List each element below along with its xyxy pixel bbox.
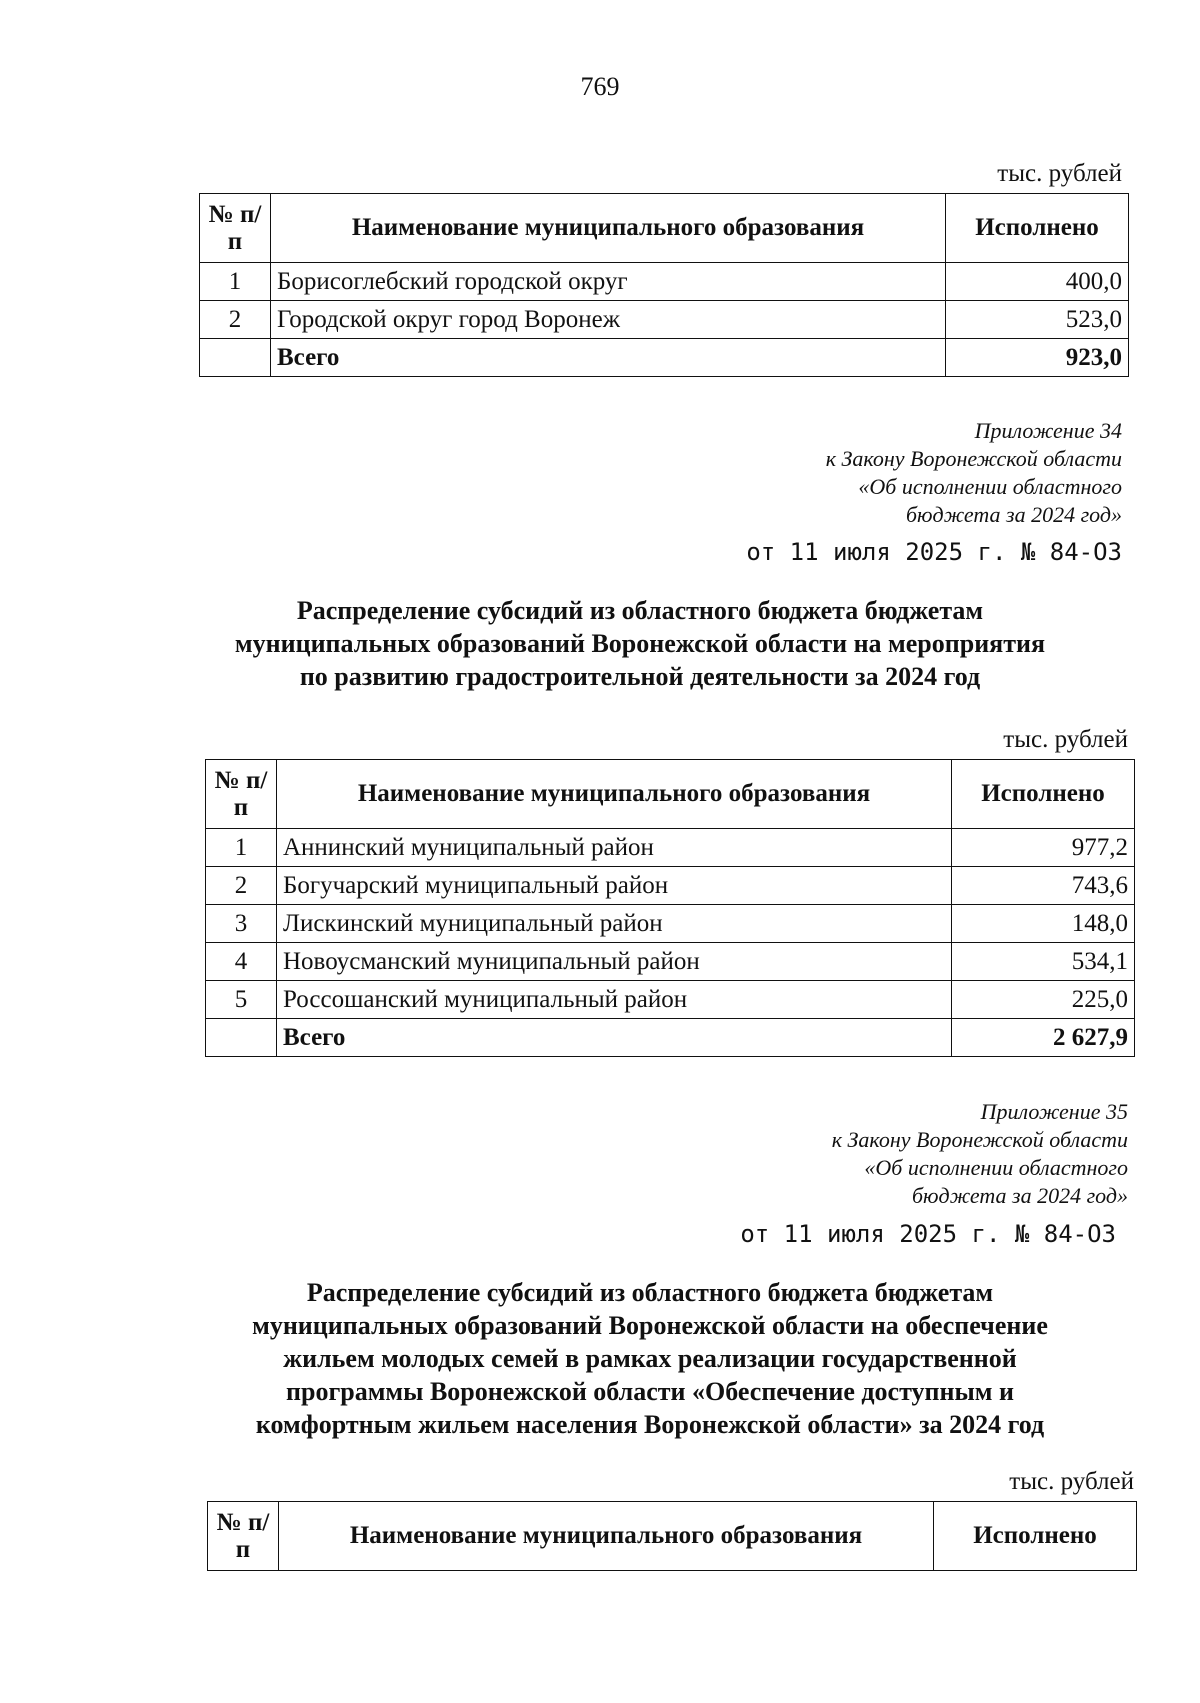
units-label-table-3: тыс. рублей	[1009, 1468, 1134, 1495]
appendix-34-block	[600, 417, 1122, 529]
row-name: Городской округ город Воронеж	[271, 301, 946, 339]
appendix-34-line-1: Приложение 34	[974, 418, 1122, 443]
row-num: 1	[200, 263, 271, 301]
header-name: Наименование муниципального образования	[271, 194, 946, 263]
table-1	[199, 193, 1129, 377]
appendix-34-line-3: «Об исполнении областного	[858, 474, 1122, 499]
heading-3-line-2: муниципальных образований Воронежской области на обеспечение	[252, 1311, 1048, 1340]
table-row	[206, 981, 1135, 1019]
header-name: Наименование муниципального образования	[279, 1502, 934, 1571]
table-total-row	[200, 339, 1129, 377]
table-row	[206, 943, 1135, 981]
heading-2-line-1: Распределение субсидий из областного бюджета бюджетам	[296, 596, 984, 625]
table-header-row	[208, 1502, 1137, 1571]
table-total-row	[206, 1019, 1135, 1057]
row-num	[200, 339, 271, 377]
total-label: Всего	[277, 1019, 952, 1057]
table-header-row	[200, 194, 1129, 263]
row-value: 534,1	[952, 943, 1135, 981]
table-row	[200, 301, 1129, 339]
row-name: Борисоглебский городской округ	[271, 263, 946, 301]
appendix-34-line-4: бюджета за 2024 год»	[905, 502, 1122, 527]
row-value: 743,6	[952, 867, 1135, 905]
heading-3-line-3: жильем молодых семей в рамках реализации государственной	[283, 1344, 1017, 1373]
page-number: 769	[580, 72, 620, 101]
total-value: 2 627,9	[952, 1019, 1135, 1057]
appendix-35-line-2: к Закону Воронежской области	[831, 1127, 1128, 1152]
table-row	[206, 829, 1135, 867]
total-value: 923,0	[946, 339, 1129, 377]
row-num: 1	[206, 829, 277, 867]
header-name: Наименование муниципального образования	[277, 760, 952, 829]
units-label-table-1: тыс. рублей	[997, 160, 1122, 187]
row-name: Аннинский муниципальный район	[277, 829, 952, 867]
heading-3-line-5: комфортным жильем населения Воронежской области» за 2024 год	[255, 1410, 1045, 1439]
table-row	[206, 867, 1135, 905]
row-num	[206, 1019, 277, 1057]
row-value: 225,0	[952, 981, 1135, 1019]
appendix-35-line-4: бюджета за 2024 год»	[911, 1183, 1128, 1208]
header-value: Исполнено	[934, 1502, 1137, 1571]
row-num: 2	[206, 867, 277, 905]
header-num: № п/п	[206, 760, 277, 829]
header-value: Исполнено	[952, 760, 1135, 829]
row-num: 2	[200, 301, 271, 339]
heading-3-line-4: программы Воронежской области «Обеспечение доступным и	[286, 1377, 1014, 1406]
row-name: Богучарский муниципальный район	[277, 867, 952, 905]
heading-table-3	[160, 1276, 1140, 1441]
row-name: Новоусманский муниципальный район	[277, 943, 952, 981]
heading-2-line-3: по развитию градостроительной деятельности за 2024 год	[299, 662, 981, 691]
total-label: Всего	[271, 339, 946, 377]
heading-table-2	[150, 594, 1130, 693]
appendix-34-line-2: к Закону Воронежской области	[825, 446, 1122, 471]
table-row	[200, 263, 1129, 301]
row-value: 523,0	[946, 301, 1129, 339]
appendix-35-line-1: Приложение 35	[980, 1099, 1128, 1124]
appendix-35-line-3: «Об исполнении областного	[864, 1155, 1128, 1180]
table-2	[205, 759, 1135, 1057]
table-3	[207, 1501, 1137, 1571]
table-row	[206, 905, 1135, 943]
header-value: Исполнено	[946, 194, 1129, 263]
appendix-35-date: от 11 июля 2025 г. № 84-ОЗ	[740, 1220, 1116, 1248]
table-header-row	[206, 760, 1135, 829]
heading-2-line-2: муниципальных образований Воронежской области на мероприятия	[234, 629, 1046, 658]
row-num: 3	[206, 905, 277, 943]
header-num: № п/п	[200, 194, 271, 263]
appendix-34-date: от 11 июля 2025 г. № 84-ОЗ	[746, 538, 1122, 566]
row-name: Лискинский муниципальный район	[277, 905, 952, 943]
heading-3-line-1: Распределение субсидий из областного бюджета бюджетам	[306, 1278, 994, 1307]
row-num: 4	[206, 943, 277, 981]
header-num: № п/п	[208, 1502, 279, 1571]
appendix-35-block	[606, 1098, 1128, 1210]
row-value: 148,0	[952, 905, 1135, 943]
units-label-table-2: тыс. рублей	[1003, 726, 1128, 753]
row-name: Россошанский муниципальный район	[277, 981, 952, 1019]
row-num: 5	[206, 981, 277, 1019]
row-value: 400,0	[946, 263, 1129, 301]
row-value: 977,2	[952, 829, 1135, 867]
